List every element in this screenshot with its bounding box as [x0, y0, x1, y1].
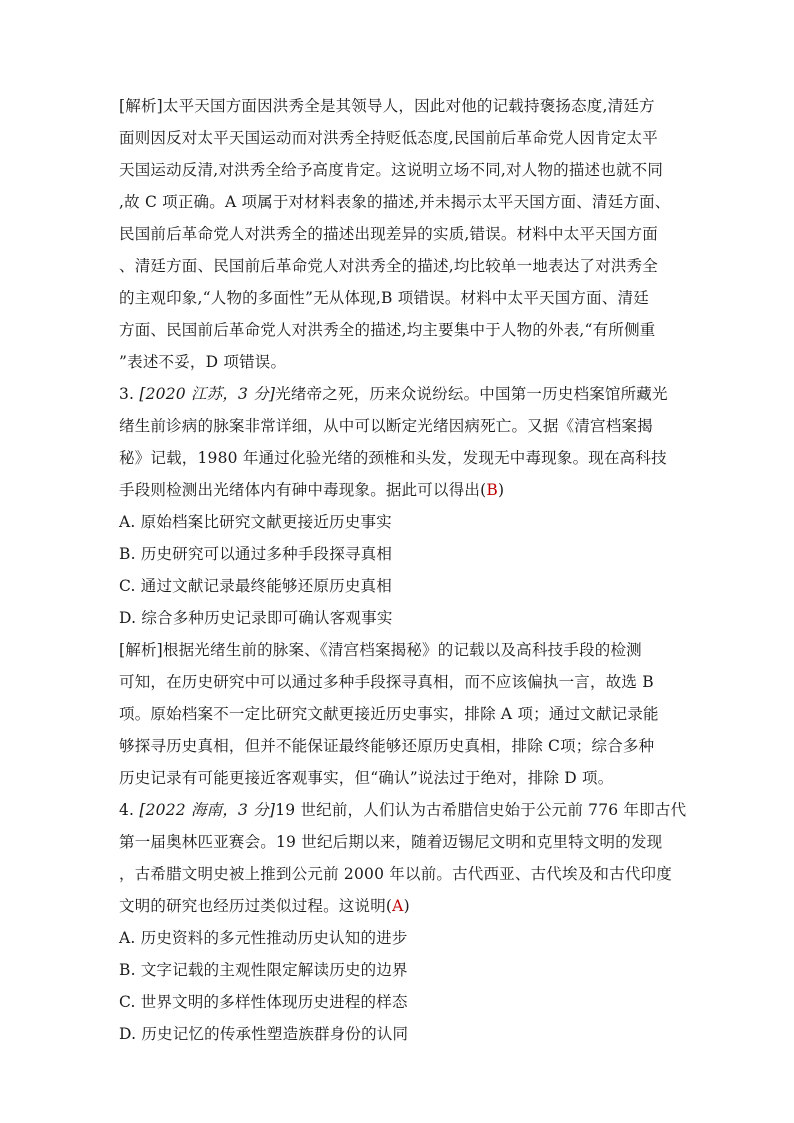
option-b: B. 文字记载的主观性限定解读历史的边界	[119, 961, 408, 979]
option-d: D. 综合多种历史记录即可确认客观事实	[119, 609, 393, 627]
analysis-line: 天国运动反清,对洪秀全给予高度肯定。这说明立场不同,对人物的描述也就不同	[119, 161, 664, 179]
question-stem-line	[119, 890, 679, 922]
analysis-line: ”表述不妥，D 项错误。	[119, 353, 287, 371]
analysis-line: [解析]根据光绪生前的脉案、《清宫档案揭秘》的记载以及高科技手段的检测	[119, 641, 642, 659]
answer-mark: A	[392, 897, 404, 915]
question-4	[119, 794, 687, 1050]
question-stem-line	[119, 794, 687, 826]
option-a: A. 原始档案比研究文献更接近历史事实	[119, 513, 392, 531]
analysis-line: 够探寻历史真相，但并不能保证最终能够还原历史真相，排除 C项；综合多种	[119, 737, 655, 755]
question-stem-line	[119, 474, 679, 506]
question-stem-line: 第一届奥林匹亚赛会。19 世纪后期以来，随着迈锡尼文明和克里特文明的发现	[119, 833, 663, 851]
question-stem-text: 19 世纪前，人们认为古希腊信史始于公元前 776 年即古代	[275, 801, 687, 819]
answer-mark: B	[486, 481, 498, 499]
analysis-line: 可知，在历史研究中可以通过多种手段探寻真相，而不应该偏执一言，故选 B	[119, 673, 654, 691]
question-number: 4.	[119, 801, 140, 819]
answer-close-paren: )	[403, 897, 410, 915]
question-stem-line: 绪生前诊病的脉案非常详细，从中可以断定光绪因病死亡。又据《清宫档案揭	[119, 417, 653, 435]
question-stem-line: ，古希腊文明史被上推到公元前 2000 年以前。古代西亚、古代埃及和古代印度	[119, 865, 672, 883]
question-number: 3.	[119, 385, 140, 403]
option-c: C. 世界文明的多样性体现历史进程的样态	[119, 993, 408, 1011]
analysis-paragraph-q2	[119, 90, 679, 378]
question-stem-text: 光绪帝之死，历来众说纷纭。中国第一历史档案馆所藏光	[275, 385, 668, 403]
question-stem-line	[119, 378, 679, 410]
analysis-line: 面则因反对太平天国运动而对洪秀全持贬低态度,民国前后革命党人因肯定太平	[119, 129, 658, 147]
analysis-line: 、清廷方面、民国前后革命党人对洪秀全的描述,均比较单一地表达了对洪秀全	[119, 257, 658, 275]
analysis-line: 民国前后革命党人对洪秀全的描述出现差异的实质,错误。材料中太平天国方面	[119, 225, 658, 243]
analysis-line: 历史记录有可能更接近客观事实，但“确认”说法过于绝对，排除 D 项。	[119, 769, 614, 787]
analysis-line: 项。原始档案不一定比研究文献更接近历史事实，排除 A 项；通过文献记录能	[119, 705, 659, 723]
answer-close-paren: )	[497, 481, 505, 499]
option-a: A. 历史资料的多元性推动历史认知的进步	[119, 929, 408, 947]
document-content	[119, 90, 687, 1050]
analysis-line: 的主观印象,“人物的多面性”无从体现,B 项错误。材料中太平天国方面、清廷	[119, 289, 649, 307]
question-stem-line: 秘》记载，1980 年通过化验光绪的颈椎和头发，发现无中毒现象。现在高科技	[119, 449, 667, 467]
option-d: D. 历史记忆的传承性塑造族群身份的认同	[119, 1025, 409, 1043]
question-stem-text: 文明的研究也经历过类似过程。这说明(	[119, 897, 393, 915]
question-stem-text: 手段则检测出光绪体内有砷中毒现象。据此可以得出(	[119, 481, 487, 499]
question-source: [2020 江苏，3 分]	[139, 385, 276, 403]
option-c: C. 通过文献记录最终能够还原历史真相	[119, 577, 392, 595]
analysis-line: 方面、民国前后革命党人对洪秀全的描述,均主要集中于人物的外表,“有所侧重	[119, 321, 656, 339]
analysis-line: ,故 C 项正确。A 项属于对材料表象的描述,并未揭示太平天国方面、清廷方面、	[119, 193, 671, 211]
option-b: B. 历史研究可以通过多种手段探寻真相	[119, 545, 393, 563]
question-source: [2022 海南，3 分]	[139, 801, 276, 819]
analysis-line: [解析]太平天国方面因洪秀全是其领导人，因此对他的记载持褒扬态度,清廷方	[119, 97, 655, 115]
question-3	[119, 378, 679, 794]
